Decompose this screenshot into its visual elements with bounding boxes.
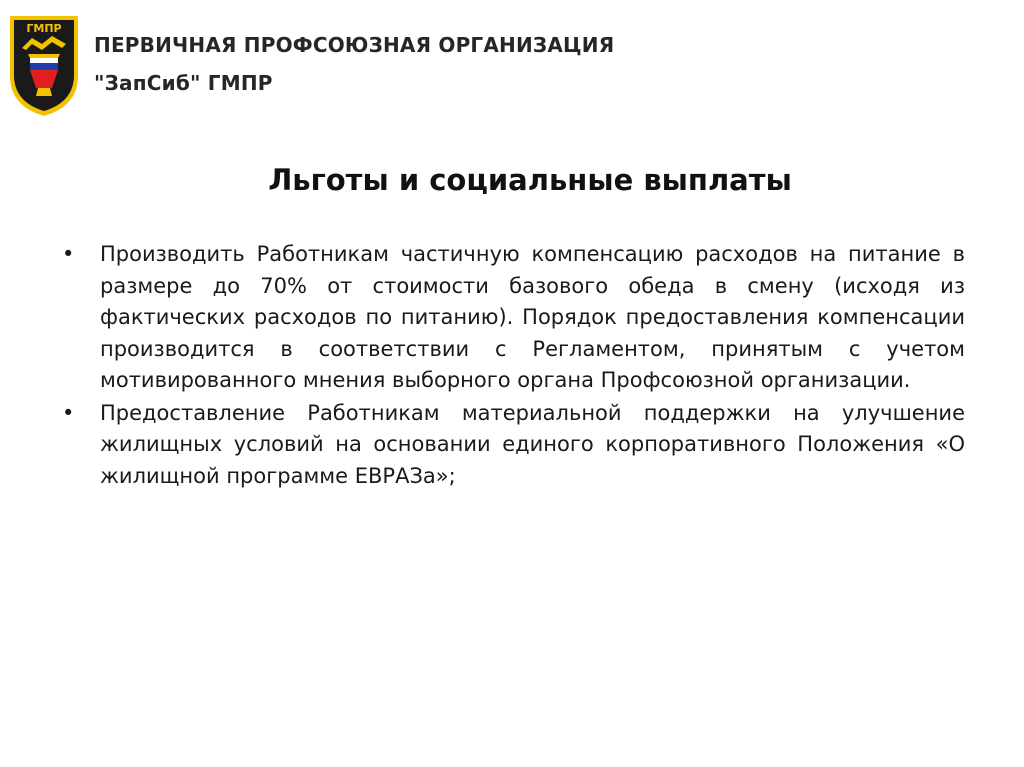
bullet-marker: • [62, 400, 75, 425]
organization-subname: "ЗапСиб" ГМПР [94, 71, 273, 95]
bullet-list [60, 239, 965, 493]
bullet-text: Предоставление Работникам материальной поддержки на улучшение жилищных условий на основании единого корпоративного Положения «О жилищной программе ЕВРАЗа»; [100, 400, 965, 488]
logo-anvil-base [36, 88, 52, 96]
bullet-item [60, 398, 965, 493]
logo-flag-blue [30, 63, 58, 70]
gmpr-logo [8, 14, 80, 118]
organization-name: ПЕРВИЧНАЯ ПРОФСОЮЗНАЯ ОРГАНИЗАЦИЯ [94, 33, 615, 57]
bullet-text: Производить Работникам частичную компенсацию расходов на питание в размере до 70% от стоимости базового обеда в смену (исходя из фактических расходов по питанию). Порядок предоставления компенсации производится в соответствии с Регламентом, принятым с учетом мотивированного мнения выборного органа Профсоюзной организации. [100, 242, 965, 392]
slide-title: Льготы и социальные выплаты [268, 163, 792, 197]
bullet-item [60, 239, 965, 397]
bullet-marker: • [62, 242, 75, 266]
logo-anvil-top [28, 54, 60, 58]
logo-text: ГМПР [26, 22, 62, 35]
